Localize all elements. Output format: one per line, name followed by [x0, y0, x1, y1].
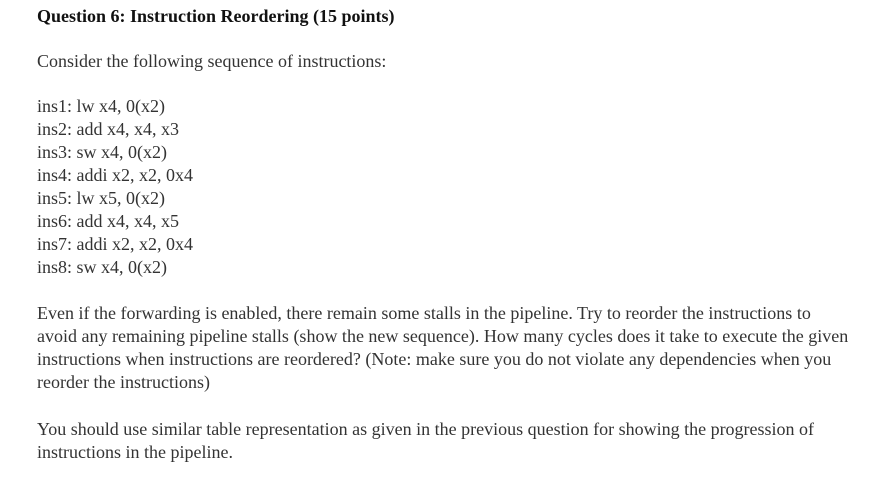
question-body-paragraph: Even if the forwarding is enabled, there remain some stalls in the pipeline. Try to reorder the instructions to avoid any remaining pipeline stalls (show the new sequence). How many cycles does it take to execute the given instructions when instructions are reordered? (Note: make sure you do not violate any dependencies when you reorder the instructions): [37, 303, 849, 392]
instruction-line: ins2: add x4, x4, x3: [37, 119, 179, 139]
question-intro: Consider the following sequence of instructions:: [37, 51, 387, 71]
question-title: Question 6: Instruction Reordering (15 points): [37, 6, 395, 26]
instruction-line: ins6: add x4, x4, x5: [37, 211, 179, 231]
instruction-line: ins1: lw x4, 0(x2): [37, 96, 165, 116]
question-note-paragraph: You should use similar table representation as given in the previous question for showing the progression of instructions in the pipeline.: [37, 419, 815, 462]
instruction-line: ins5: lw x5, 0(x2): [37, 188, 165, 208]
instruction-line: ins4: addi x2, x2, 0x4: [37, 165, 193, 185]
instruction-line: ins3: sw x4, 0(x2): [37, 142, 167, 162]
instruction-line: ins8: sw x4, 0(x2): [37, 257, 167, 277]
instruction-line: ins7: addi x2, x2, 0x4: [37, 234, 193, 254]
instruction-list: [37, 95, 193, 279]
